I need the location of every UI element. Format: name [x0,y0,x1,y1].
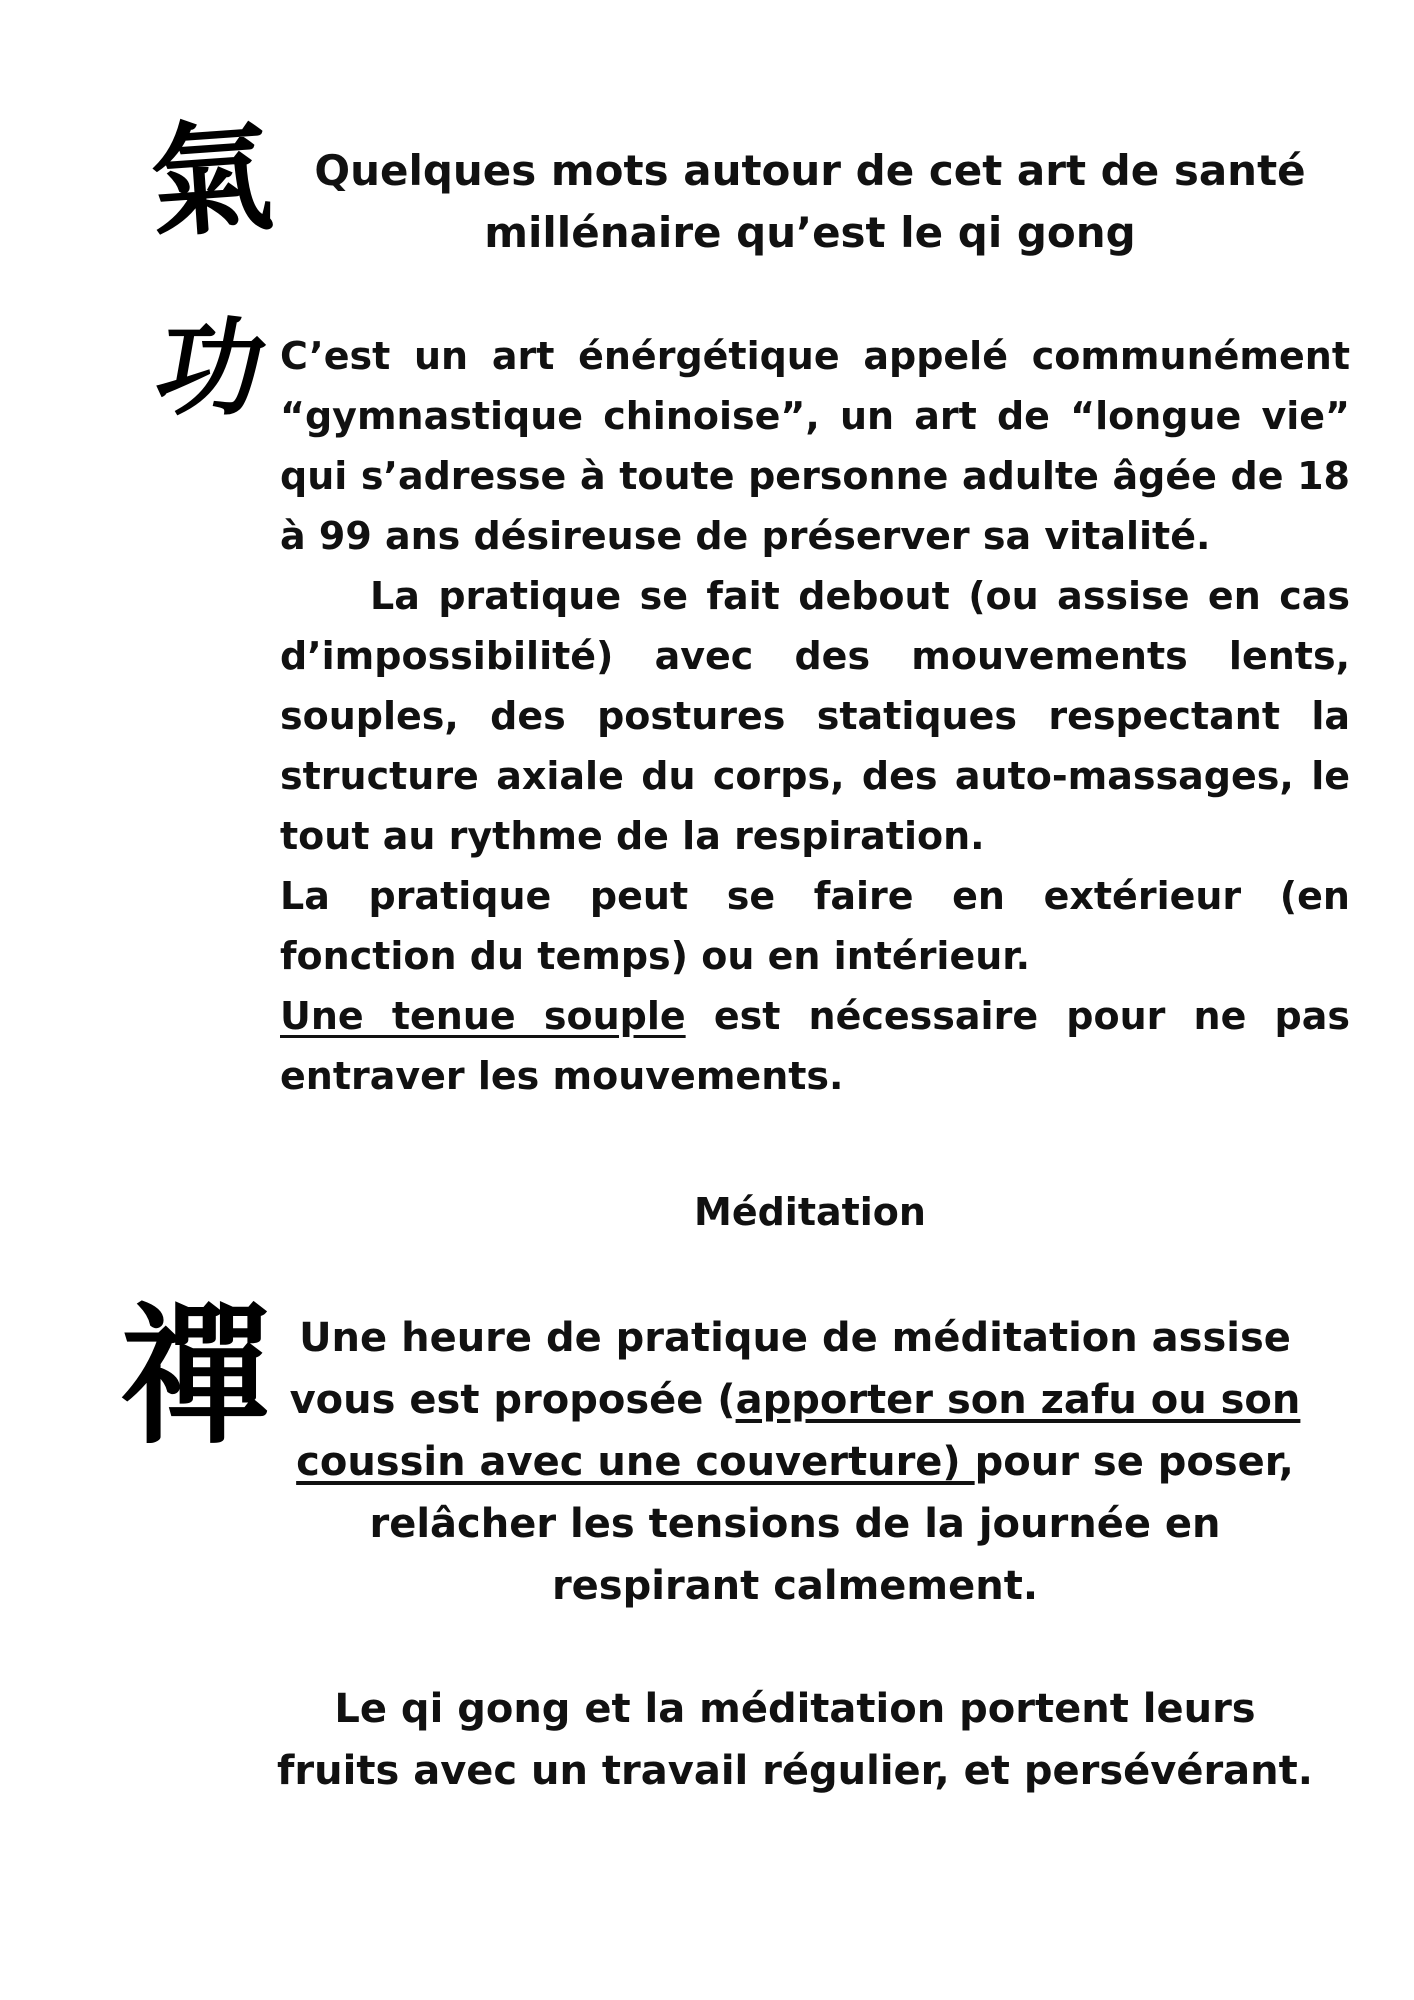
meditation-heading: Méditation [694,1190,926,1234]
qigong-description [280,326,1350,1106]
clothing-text: est nécessaire pour ne pas entraver les mouvements. [280,994,1351,1098]
meditation-description [270,1307,1320,1617]
calligraphy-chan-character: 禪 [120,1289,271,1465]
clothing-emphasis: Une tenue souple [280,994,686,1038]
qigong-paragraph-clothing [280,986,1350,1106]
meditation-text-end: pour se poser, relâcher les tensions de la journée en respirant calmement. [369,1439,1294,1609]
qigong-paragraph-practice: La pratique se fait debout (ou assise en cas d’impossibilité) avec des mouvements lents, souples, des postures statiques respectant la structure axiale du corps, des auto-massages, le tout au rythme de la respiration. [280,574,1350,858]
calligraphy-gong-character: 功 [147,305,276,430]
qigong-paragraph-location: La pratique peut se faire en extérieur (en fonction du temps) ou en intérieur. [280,874,1350,978]
page-title-line1: Quelques mots autour de cet art de santé [314,146,1306,195]
meditation-text-start: Une heure de pratique de méditation assise vous est proposée ( [289,1315,1291,1423]
page-title-line2: millénaire qu’est le qi gong [484,208,1136,257]
page-title [300,140,1320,264]
calligraphy-qi-character: 氣 [145,102,277,256]
meditation-equipment-note: apporter son zafu ou son coussin avec une couverture) [296,1377,1301,1485]
closing-statement: Le qi gong et la méditation portent leurs fruits avec un travail régulier, et persévérant. [277,1686,1313,1794]
qigong-paragraph-intro: C’est un art énérgétique appelé communément “gymnastique chinoise”, un art de “longue vie” qui s’adresse à toute personne adulte âgée de 18 à 99 ans désireuse de préserver sa vitalité. [280,334,1350,558]
